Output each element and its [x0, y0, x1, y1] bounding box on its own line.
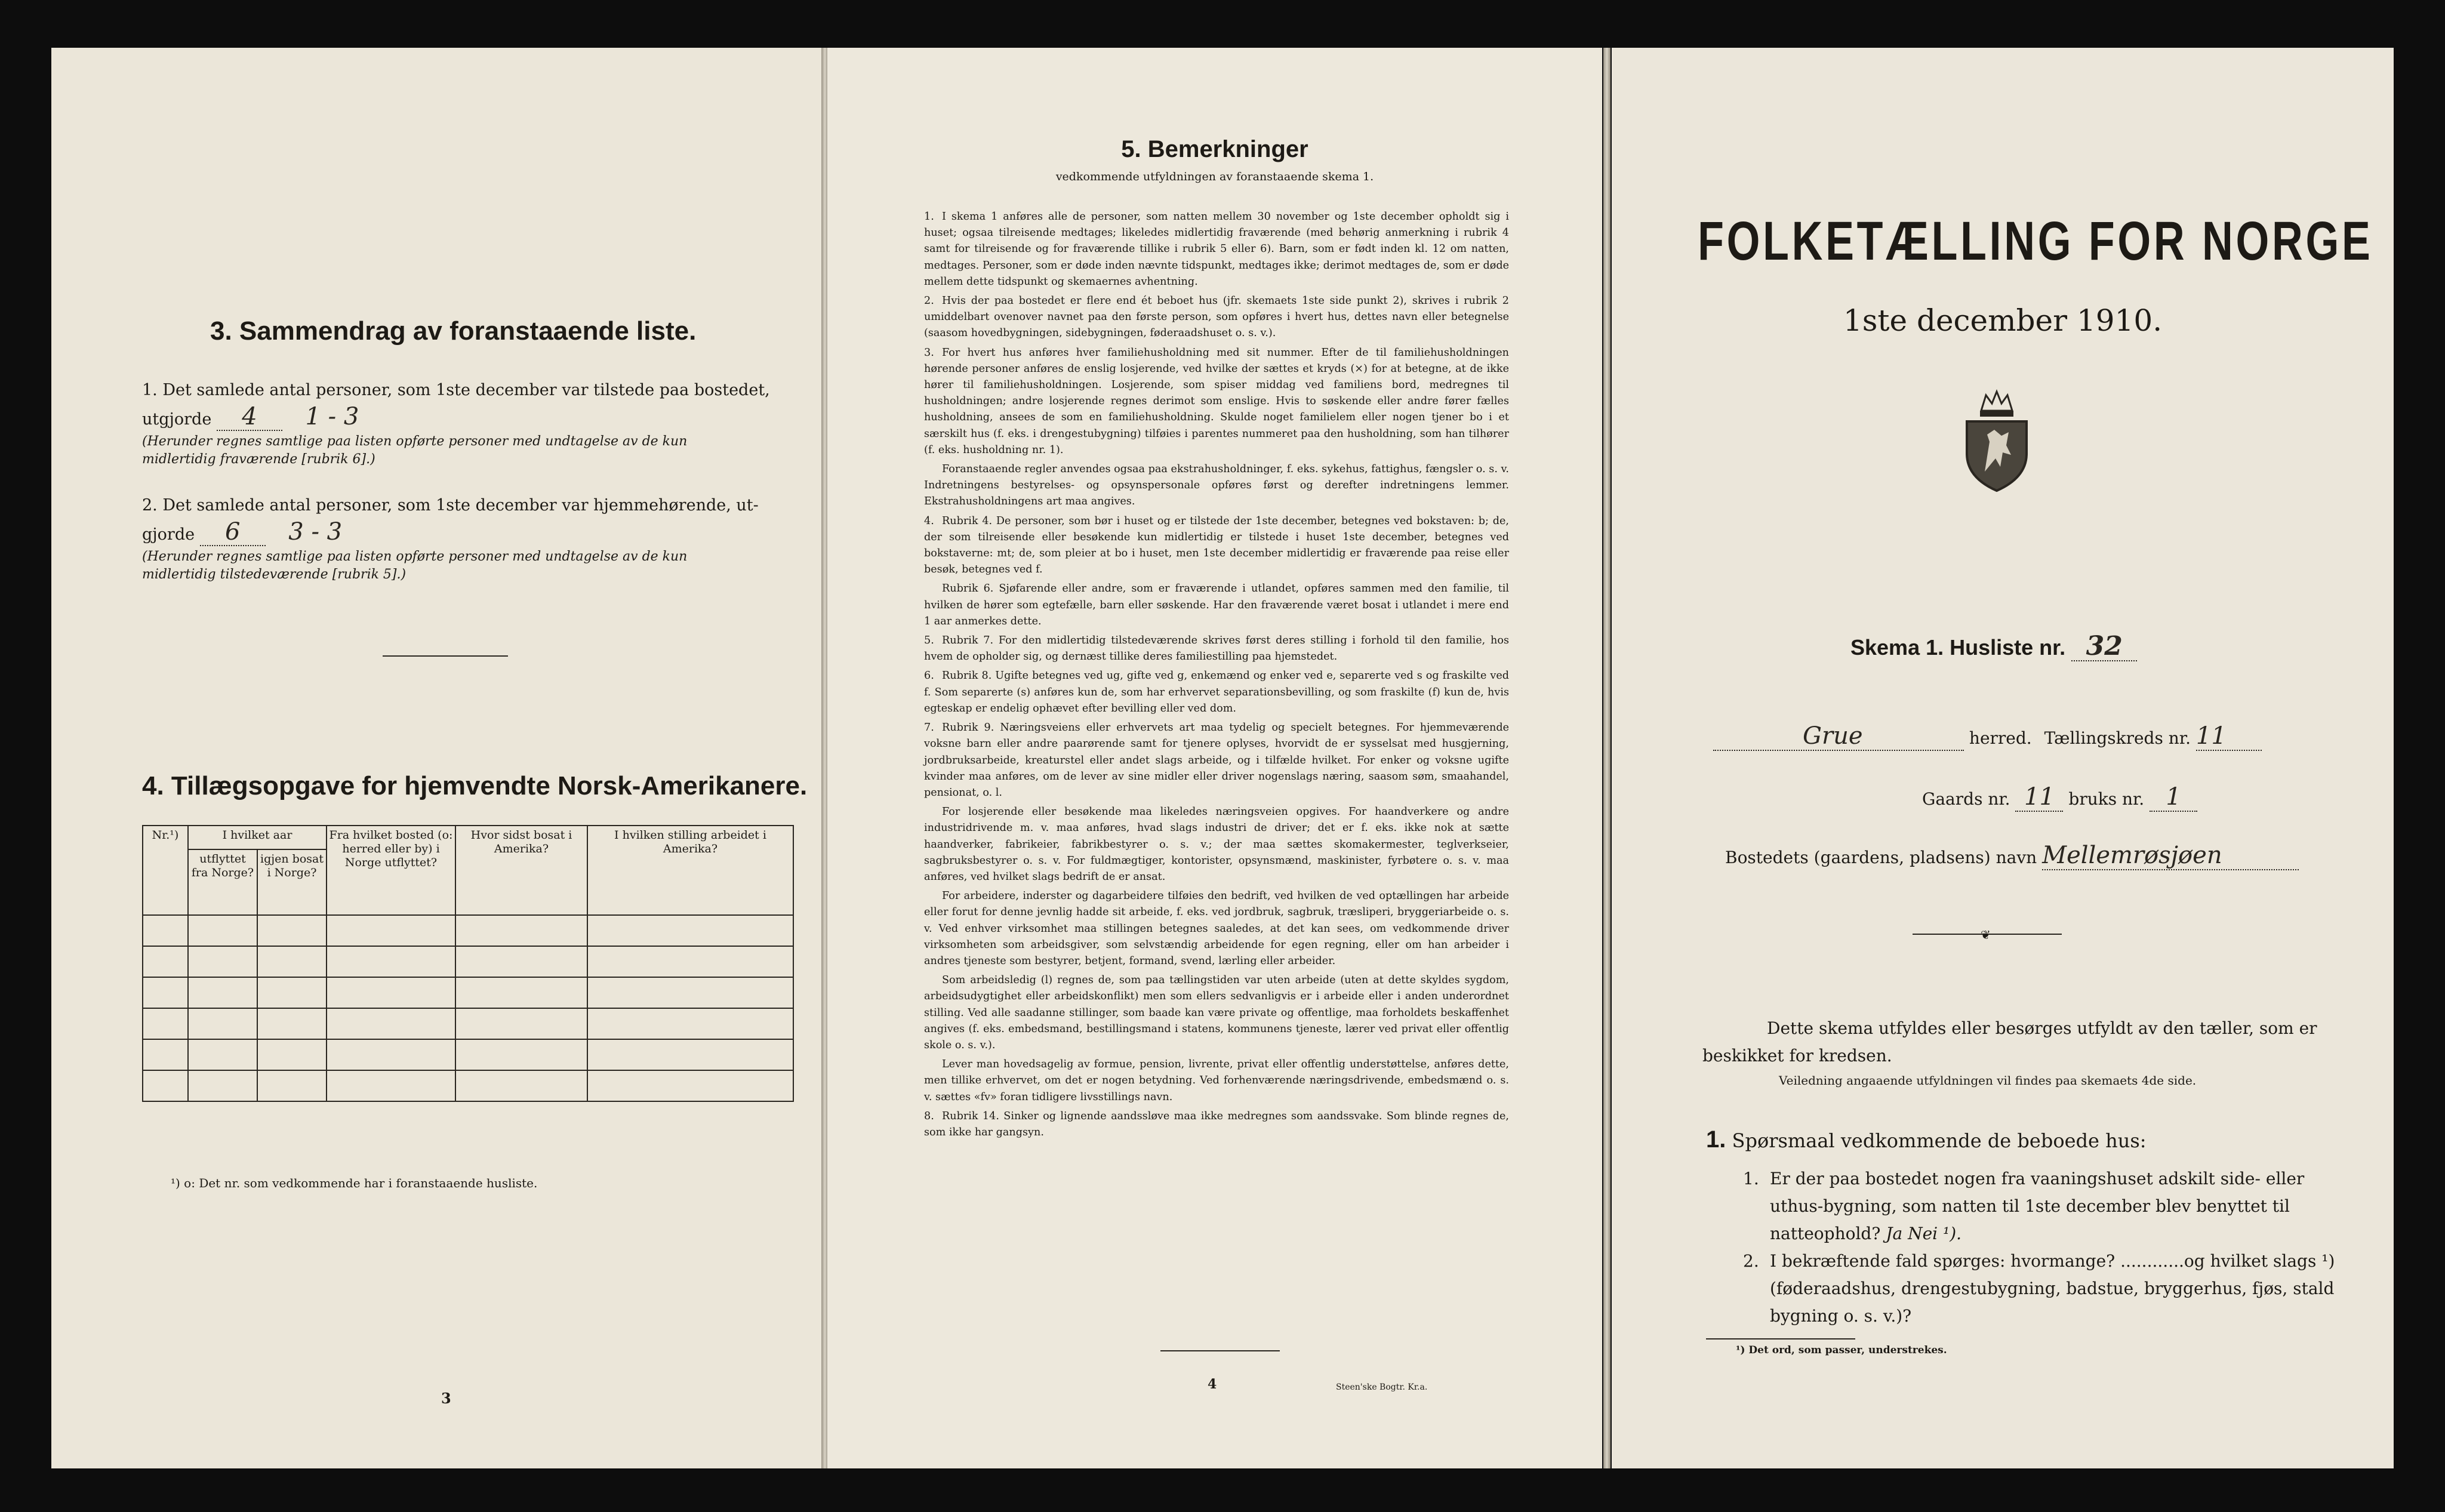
remark-item: [924, 668, 1509, 717]
remark-item: [924, 1108, 1509, 1141]
remark-number: 7.: [924, 722, 934, 734]
cover-footnote: ¹) Det ord, som passer, understrekes.: [1736, 1344, 1947, 1356]
cover-date: 1ste december 1910.: [1843, 303, 2163, 338]
section3-item2: [142, 492, 781, 584]
gaard-line: [1922, 783, 2197, 813]
remarks-title: 5. Bemerkninger: [1121, 136, 1308, 162]
herred-label: herred.: [1969, 728, 2032, 748]
remark-item: [924, 1057, 1509, 1105]
col-hvor: Hvor sidst bosat i Amerika?: [455, 826, 587, 915]
remark-item: [924, 293, 1509, 342]
remark-item: [924, 804, 1509, 885]
question-1: [1743, 1165, 2346, 1248]
remark-text: I skema 1 anføres alle de personer, som natten mellem 30 november og 1ste december opholdt sig i huset; ogsaa tilreisende medtages; likeledes midlertidig fraværende (med behørig anmerkning i rubrik 4 samt for tilreisende og for fraværende tillike i rubrik 5 eller 6). Barn, som er født inden kl. 12 om natten, medtages. Personer, som er døde inden nævnte tidspunkt, medtages ikke; derimot medtages de, som er døde mellem dette tidspunkt og skemaernes avhentning.: [924, 211, 1509, 288]
census-page-cover: [1612, 48, 2394, 1468]
col-igjen: igjen bosat i Norge?: [257, 849, 327, 915]
remark-item: [924, 345, 1509, 458]
remark-text: Foranstaaende regler anvendes ogsaa paa ekstrahusholdninger, f. eks. sykehus, fattighus, fængsler o. s. v. Indretningens bestyrelses- og opsynspersonale opføres først og derefter indretningens lemmer. Ekstrahusholdningens art maa angives.: [924, 463, 1509, 508]
printer-imprint: Steen'ske Bogtr. Kr.a.: [1336, 1382, 1428, 1392]
remark-text: Lever man hovedsagelig av formue, pension, livrente, privat eller offentlig understøttelse, anføres dette, men tillike erhvervet, om det er nogen betydning. Ved forhenværende næringsdrivende, embedsmænd o. s. v. sættes «fv» foran tidligere livsstillings navn.: [924, 1058, 1509, 1103]
item2-note: (Herunder regnes samtlige paa listen opførte personer med undtagelse av de kun midlertidig tilstedeværende [rubrik 5].): [142, 549, 688, 582]
divider: [1160, 1350, 1280, 1351]
item1-value: 4: [217, 404, 282, 431]
divider: [383, 655, 508, 657]
remark-text: Rubrik 4. De personer, som bør i huset og er tilstede der 1ste december, betegnes ved bokstaven: b; de, der som tilreisende eller besøkende kun midlertidig er tilstede i huset 1ste december, betegnes ved bokstaverne: mt; de, som pleier at bo i huset, men 1ste december midlertidig er fraværende paa reise eller besøk, betegnes ved f.: [924, 515, 1509, 576]
item1-note: (Herunder regnes samtlige paa listen opførte personer med undtagelse av de kun midlertidig fraværende [rubrik 6].): [142, 434, 688, 467]
table-row: [143, 1008, 793, 1039]
section4-footnote: ¹) o: Det nr. som vedkommende har i foranstaaende husliste.: [171, 1176, 538, 1190]
remark-item: [924, 581, 1509, 630]
remark-text: Rubrik 14. Sinker og lignende aandssløve maa ikke medregnes som aandssvake. Som blinde regnes de, som ikke har gangsyn.: [924, 1110, 1509, 1138]
remark-number: 8.: [924, 1110, 934, 1122]
questions-heading: [1706, 1126, 2147, 1154]
remark-number: 1.: [924, 211, 934, 223]
remark-number: 5.: [924, 635, 934, 647]
table-row: [143, 946, 793, 977]
col-nr: Nr.¹): [143, 826, 188, 915]
remark-item: [924, 972, 1509, 1054]
census-page-middle: [827, 48, 1602, 1468]
table-row: [143, 1070, 793, 1101]
intro-small: Veiledning angaaende utfyldningen vil findes paa skemaets 4de side.: [1779, 1073, 2197, 1088]
remark-text: For hvert hus anføres hver familiehusholdning med sit nummer. Efter de til familiehusholdningen hørende personer anføres de enslig losjerende, ved hvilke der sættes et kryds (×) for at betegne, at de ikke hører til familiehusholdningen. Losjerende, som spiser middag ved familiens bord, medregnes til husholdningen; andre losjerende regnes derimot som enslige. Hvis to søskende eller andre fører fælles husholdning, ansees de som en familiehusholdning. Skulde noget familielem eller nogen tjener bo i et særskilt hus (f. eks. i drengestubygning) tilføies i parentes nummeret paa den husholdning, som han tilhører (f. eks. husholdning nr. 1).: [924, 346, 1509, 456]
divider: [1706, 1338, 1855, 1339]
remark-text: Rubrik 9. Næringsveiens eller erhvervets art maa tydelig og specielt betegnes. For hjemmeværende voksne barn eller andre paarørende samt for tjenere oplyses, hvorvidt de er sysselsat med husgjerning, jordbruksarbeide, kreaturstel eller andet slags arbeide, og i tilfælde hvilket. For enker og voksne ugifte kvinder maa anføres, om de lever av sine midler eller driver nogenslags næring, saasom søm, smaahandel, pensionat, o. l.: [924, 722, 1509, 799]
item2-prefix: gjorde: [142, 525, 195, 544]
ornament-icon: ❦: [1981, 928, 1991, 942]
remark-item: [924, 888, 1509, 969]
remark-number: 6.: [924, 670, 934, 682]
item2-value: 6: [200, 519, 266, 546]
question-1-answer: Ja Nei ¹).: [1886, 1224, 1962, 1243]
remark-text: Rubrik 7. For den midlertidig tilstedeværende skrives først deres stilling i forhold til den familie, hos hvem de opholder sig, og dernæst tillike deres familiestilling paa hjemstedet.: [924, 635, 1509, 663]
item2-line1: 2. Det samlede antal personer, som 1ste december var hjemmehørende, ut-: [142, 496, 759, 515]
remarks-subtitle: vedkommende utfyldningen av foranstaaende skema 1.: [1055, 170, 1374, 183]
remark-text: Som arbeidsledig (l) regnes de, som paa tællingstiden var uten arbeide (uten at dette skyldes sygdom, arbeidsudygtighet eller arbeidskonflikt) men som ellers sedvanligvis er i arbeide eller i anden underordnet stilling. Ved alle saadanne stillinger, som baade kan være private og offentlige, maa forholdets beskaffenhet angives (f. eks. embedsmand, bestillingsmand i statens, kommunens tjeneste, lærer ved privat eller offentlig skole o. s. v.).: [924, 974, 1509, 1051]
table-row: [143, 1039, 793, 1070]
intro-text: Dette skema utfyldes eller besørges utfyldt av den tæller, som er beskikket for kredsen.: [1702, 1018, 2317, 1066]
norway-coat-of-arms-icon: [1959, 388, 2035, 495]
col-group-aar: I hvilket aar: [188, 826, 327, 849]
section3-item1: [142, 377, 781, 469]
herred-line: [1713, 722, 2352, 752]
remark-text: For arbeidere, inderster og dagarbeidere tilføies den bedrift, ved hvilken de ved optællingen har arbeide eller forut for denne jevnlig hadde sit arbeide, f. eks. ved jordbruk, sagbruk, træsliperi, bryggeriarbeide o. s. v. Ved enhver virksomhet maa stillingen betegnes saaledes, at det kan sees, om vedkommende driver virksomheten som arbeidsgiver, som selvstændig arbeidende for egen regning, eller om han arbeider i andres tjeneste som bestyrer, betjent, formand, svend, lærling eller arbeider.: [924, 890, 1509, 967]
question-1-number: 1.: [1743, 1169, 1759, 1188]
krets-label: Tællingskreds nr.: [2044, 728, 2191, 748]
bosted-value: Mellemrøsjøen: [2042, 842, 2299, 870]
col-utflyttet: utflyttet fra Norge?: [188, 849, 257, 915]
remark-item: [924, 720, 1509, 801]
questions-heading-text: Spørsmaal vedkommende de beboede hus:: [1732, 1129, 2147, 1152]
section3-title: 3. Sammendrag av foranstaaende liste.: [210, 316, 697, 346]
remark-item: [924, 633, 1509, 665]
item2-extra: 3 - 3: [288, 518, 343, 546]
remark-text: For losjerende eller besøkende maa likeledes næringsveien opgives. For haandverkere og andre industridrivende m. v. maa anføres, hvad slags industri de driver; det er f. eks. ikke nok at sætte haandverker, fabrikeier, fabrikbestyrer o. s. v.; der maa sættes skomakermester, teglverkseier, sagbruksbestyrer o. s. v. For fuldmægtiger, kontorister, opsynsmænd, maskinister, fyrbøtere o. s. v. maa anføres, ved hvilket slags bedrift de er ansat.: [924, 806, 1509, 883]
bosted-line: [1725, 842, 2376, 872]
remark-item: [924, 461, 1509, 510]
skema-label: Skema 1. Husliste nr.: [1850, 635, 2066, 660]
gaards-label: Gaards nr.: [1922, 789, 2010, 809]
questions-heading-number: 1.: [1706, 1126, 1726, 1153]
item1-extra: 1 - 3: [305, 403, 359, 430]
krets-value: 11: [2196, 722, 2262, 751]
remark-text: Rubrik 8. Ugifte betegnes ved ug, gifte ved g, enkemænd og enker ved e, separerte ved s og fraskilte ved f. Som separerte (s) anføres kun de, som har erhvervet separationsbevilling, og som fraskilte (f) kun de, hvis egteskap er endelig ophævet efter bevilling eller ved dom.: [924, 670, 1509, 715]
table-row: [143, 977, 793, 1008]
remark-number: 4.: [924, 515, 934, 527]
question-1-text: Er der paa bostedet nogen fra vaaningshuset adskilt side- eller uthus-bygning, som natten til 1ste december blev benyttet til natteophold?: [1770, 1169, 2305, 1243]
remark-number: 3.: [924, 346, 934, 359]
page-number: 4: [1208, 1376, 1217, 1392]
remark-number: 2.: [924, 295, 934, 307]
item1-prefix: utgjorde: [142, 410, 212, 429]
skema-line: [1850, 633, 2137, 661]
page-fold: [1603, 48, 1611, 1468]
remark-text: Rubrik 6. Sjøfarende eller andre, som er fraværende i utlandet, opføres sammen med den familie, til hvilken de hører som egtefælle, barn eller søskende. Har den fraværende været bosat i utlandet i mere end 1 aar anmerkes dette.: [924, 583, 1509, 627]
cover-title: FOLKETÆLLING FOR NORGE: [1698, 211, 2373, 272]
section4-title: 4. Tillægsopgave for hjemvendte Norsk-Amerikanere.: [142, 771, 808, 800]
gaards-value: 11: [2015, 783, 2063, 812]
remarks-list: [924, 209, 1509, 1144]
husliste-number: 32: [2071, 633, 2137, 661]
remark-text: Hvis der paa bostedet er flere end ét beboet hus (jfr. skemaets 1ste side punkt 2), skrives i rubrik 2 umiddelbart ovenover navnet paa den første person, som opføres i hvert hus, dettes navn eller betegnelse (saasom hovedbygningen, sidebygningen, føderaadshuset o. s. v.).: [924, 295, 1509, 340]
bosted-label: Bostedets (gaardens, pladsens) navn: [1725, 848, 2037, 867]
col-stilling: I hvilken stilling arbeidet i Amerika?: [587, 826, 793, 915]
question-2-number: 2.: [1743, 1251, 1759, 1271]
bruks-value: 1: [2150, 783, 2197, 812]
bruks-label: bruks nr.: [2068, 789, 2145, 809]
census-page-left: [51, 48, 821, 1468]
remark-item: [924, 209, 1509, 290]
table-row: [143, 915, 793, 946]
col-fra: Fra hvilket bosted (o: herred eller by) i Norge utflyttet?: [327, 826, 455, 915]
question-2: [1743, 1248, 2346, 1330]
page-number: 3: [441, 1390, 451, 1407]
norsk-amerikanere-table: [142, 825, 794, 1102]
herred-value: Grue: [1713, 722, 1964, 751]
remark-item: [924, 513, 1509, 578]
item1-line1: 1. Det samlede antal personer, som 1ste december var tilstede paa bostedet,: [142, 381, 770, 399]
question-2-text: I bekræftende fald spørges: hvormange? ............og hvilket slags ¹) (føderaadshus, drengestubygning, badstue, bryggerhus, fjøs, stald bygning o. s. v.)?: [1770, 1251, 2335, 1326]
